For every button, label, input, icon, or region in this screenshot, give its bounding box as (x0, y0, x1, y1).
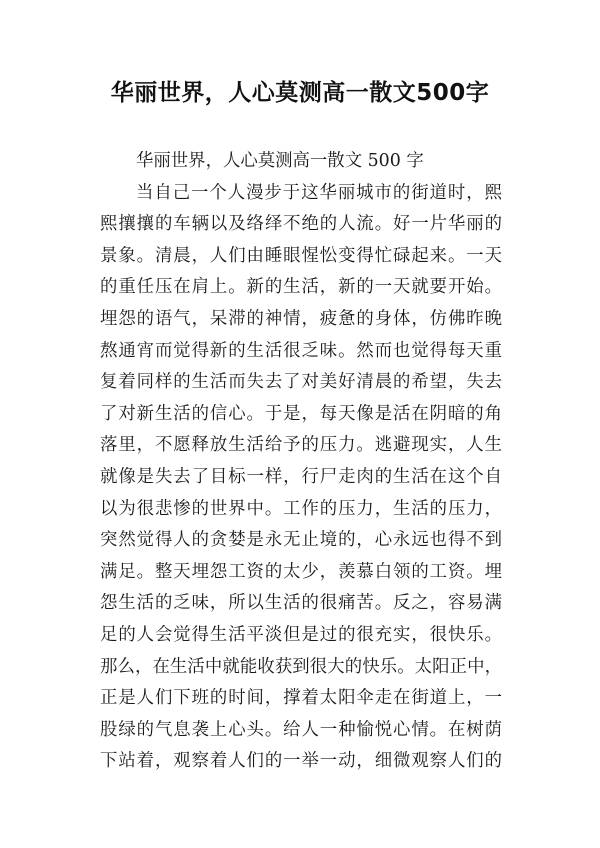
body-line: 突然觉得人的贪婪是永无止境的，心永远也得不到 (100, 530, 502, 551)
document-title: 华丽世界，人心莫测高一散文500字 (110, 80, 490, 106)
document-body (100, 146, 502, 778)
body-line: 景象。清晨，人们由睡眼惺忪变得忙碌起来。一天 (100, 245, 502, 266)
body-line: 的重任压在肩上。新的生活，新的一天就要开始。 (100, 277, 502, 298)
body-line: 熙攘攘的车辆以及络绎不绝的人流。好一片华丽的 (100, 214, 502, 235)
body-line: 就像是失去了目标一样，行尸走肉的生活在这个自 (100, 466, 502, 487)
body-line: 股绿的气息袭上心头。给人一种愉悦心情。在树荫 (100, 719, 502, 740)
body-line: 复着同样的生活而失去了对美好清晨的希望，失去 (100, 372, 502, 393)
body-line: 那么，在生活中就能收获到很大的快乐。太阳正中， (100, 656, 502, 677)
body-line: 熬通宵而觉得新的生活很乏味。然而也觉得每天重 (100, 340, 502, 361)
body-line: 埋怨的语气，呆滞的神情，疲惫的身体，仿佛昨晚 (100, 308, 502, 329)
body-line: 以为很悲惨的世界中。工作的压力，生活的压力， (100, 498, 502, 519)
body-line: 了对新生活的信心。于是，每天像是活在阴暗的角 (100, 403, 502, 424)
body-line: 当自己一个人漫步于这华丽城市的街道时，熙 (136, 182, 502, 203)
document-subtitle: 华丽世界，人心莫测高一散文 500 字 (136, 151, 424, 171)
body-line: 正是人们下班的时间，撑着太阳伞走在街道上，一 (100, 688, 502, 709)
body-line: 足的人会觉得生活平淡但是过的很充实，很快乐。 (100, 624, 502, 645)
body-line: 下站着，观察着人们的一举一动，细微观察人们的 (100, 751, 502, 772)
body-line: 怨生活的乏味，所以生活的很痛苦。反之，容易满 (100, 593, 502, 614)
body-line: 落里，不愿释放生活给予的压力。逃避现实，人生 (100, 435, 502, 456)
body-line: 满足。整天埋怨工资的太少，羡慕白领的工资。埋 (100, 561, 502, 582)
